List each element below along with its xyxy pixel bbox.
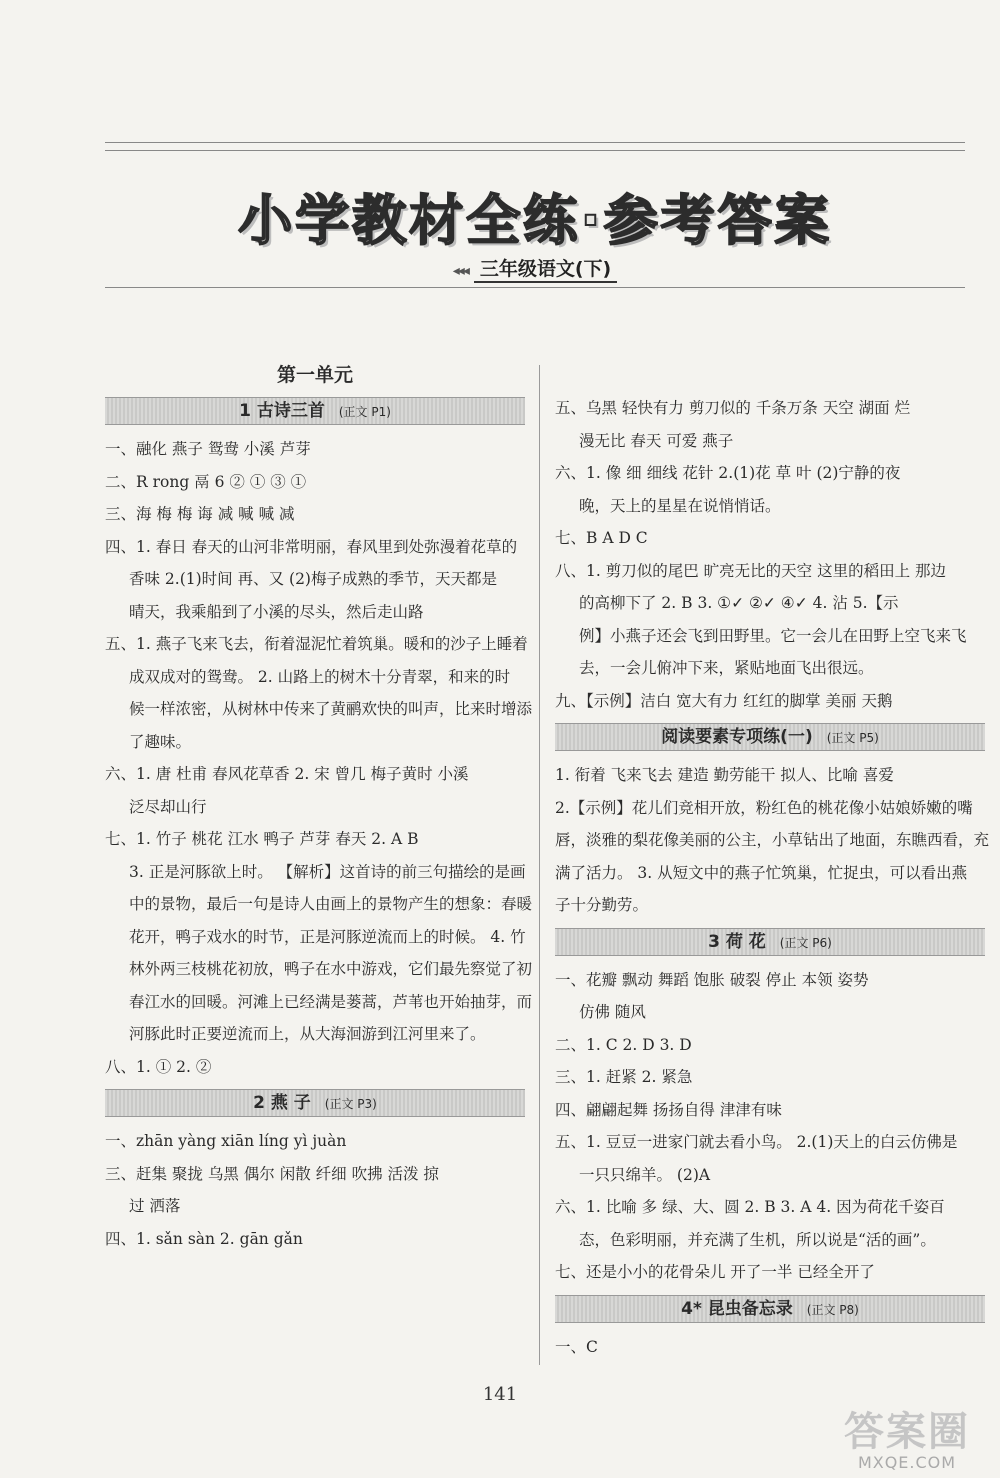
reading-header: [555, 723, 985, 751]
lesson-3-answers: [555, 964, 985, 1289]
banner-top-rule: [105, 142, 965, 143]
answer-line: 一只只绵羊。 (2)A: [579, 1165, 711, 1184]
lesson-title: 阅读要素专项练(一): [661, 727, 813, 747]
answer-line: 漫无比 春天 可爱 燕子: [579, 431, 734, 450]
lesson-2-answers-cont: [555, 392, 985, 717]
lesson-ref: (正文 P1): [338, 405, 391, 419]
answer-line: 1. 衔着 飞来飞去 建造 勤劳能干 拟人、比喻 喜爱: [555, 766, 894, 784]
answer-line: 的高柳下了 2. B 3. ①✓ ②✓ ④✓ 4. 沾 5.【示: [579, 594, 899, 612]
column-divider: [539, 365, 540, 1365]
answer-line: 八、1. 剪刀似的尾巴 旷亮无比的天空 这里的稻田上 那边: [555, 561, 946, 580]
watermark-domain: MXQE.COM: [857, 1453, 957, 1472]
lesson-ref: (正文 P8): [806, 1302, 859, 1317]
lesson-header-4: [555, 1295, 985, 1323]
answer-line: 中的景物，最后一句是诗人由画上的景物产生的想象：春暖: [129, 895, 533, 913]
answer-line: 四、1. sǎn sàn 2. gān gǎn: [105, 1229, 303, 1248]
lesson-header-2: [105, 1089, 525, 1117]
watermark-logo: [822, 1410, 992, 1472]
answer-line: 六、1. 比喻 多 绿、大、圆 2. B 3. A 4. 因为荷花千姿百: [555, 1198, 945, 1216]
lesson-1-answers: [105, 433, 533, 1083]
answer-line: 林外两三枝桃花初放，鸭子在水中游戏，它们最先察觉了初: [129, 960, 533, 978]
lesson-4-answers: [555, 1331, 985, 1364]
lesson-ref: (正文 P3): [324, 1097, 377, 1111]
lesson-2-answers: [105, 1125, 525, 1255]
answer-line: 仿佛 随风: [579, 1003, 646, 1021]
answer-line: 河豚此时正要逆流而上，从大海洄游到江河里来了。: [129, 1025, 486, 1043]
right-column: [555, 392, 990, 1363]
answer-line: 花开，鸭子戏水的时节，正是河豚逆流而上的时候。 4. 竹: [129, 927, 526, 946]
answer-line: 六、1. 唐 杜甫 春风花草香 2. 宋 曾几 梅子黄时 小溪: [105, 765, 469, 783]
page-subtitle: [105, 254, 965, 281]
answer-line: 一、C: [555, 1337, 598, 1356]
answer-line: 一、花瓣 飘动 舞蹈 饱胀 破裂 停止 本领 姿势: [555, 970, 869, 989]
answer-line: 四、1. 春日 春天的山河非常明丽，春风里到处弥漫着花草的: [105, 537, 518, 556]
lesson-title: 3 荷 花: [708, 931, 766, 952]
lesson-header-3: [555, 928, 985, 956]
answer-line: 晚，天上的星星在说悄悄话。: [579, 496, 781, 515]
answer-line: 九、【示例】洁白 宽大有力 红红的脚掌 美丽 天鹅: [555, 691, 893, 710]
answer-line: 四、翩翩起舞 扬扬自得 津津有味: [555, 1100, 782, 1119]
answer-line: 五、1. 燕子飞来飞去，衔着湿泥忙着筑巢。暖和的沙子上睡着: [105, 635, 528, 653]
lesson-title: 1 古诗三首: [239, 401, 325, 421]
answer-line: 去，一会儿俯冲下来，紧贴地面飞出很远。: [579, 659, 874, 677]
answer-line: 七、B A D C: [555, 529, 648, 547]
lesson-header-1: [105, 397, 525, 425]
answer-line: 成双成对的鸳鸯。 2. 山路上的树木十分青翠，和来的时: [129, 667, 511, 686]
answer-line: 一、融化 燕子 鸳鸯 小溪 芦芽: [105, 440, 311, 458]
answer-line: 态，色彩明丽，并充满了生机，所以说是“活的画”。: [579, 1230, 936, 1249]
lesson-ref: (正文 P5): [826, 731, 879, 745]
answer-line: 香味 2.(1)时间 再、又 (2)梅子成熟的季节，天天都是: [129, 570, 497, 588]
answer-line: 三、1. 赶紧 2. 紧急: [555, 1068, 693, 1086]
answer-line: 过 洒落: [129, 1197, 181, 1215]
answer-line: 五、乌黑 轻快有力 剪刀似的 千条万条 天空 湖面 烂: [555, 399, 911, 417]
lesson-ref: (正文 P6): [779, 935, 832, 950]
answer-line: 3. 正是河豚欲上时。 【解析】这首诗的前三句描绘的是画: [129, 862, 526, 881]
grade-subject: 三年级语文(下): [474, 258, 617, 283]
answer-line: 了趣味。: [129, 732, 192, 751]
answer-line: 2.【示例】花儿们竞相开放，粉红色的桃花像小姑娘娇嫩的嘴: [555, 798, 973, 817]
lesson-title: 4* 昆虫备忘录: [681, 1298, 793, 1319]
answer-line: 七、还是小小的花骨朵儿 开了一半 已经全开了: [555, 1263, 875, 1281]
answer-line: 春江水的回暖。河滩上已经满是蒌蒿，芦苇也开始抽芽，而: [129, 992, 533, 1011]
answer-line: 八、1. ① 2. ②: [105, 1057, 212, 1076]
header-banner: [105, 142, 965, 292]
answer-line: 三、海 梅 梅 诲 减 喊 喊 减: [105, 505, 295, 523]
answer-line: 例】小燕子还会飞到田野里。它一会儿在田野上空飞来飞: [579, 626, 967, 645]
answer-line: 满了活力。 3. 从短文中的燕子忙筑巢，忙捉虫，可以看出燕: [555, 863, 968, 882]
left-column: [105, 360, 533, 1255]
answer-line: 一、zhān yàng xiān líng yì juàn: [105, 1132, 347, 1150]
answer-line: 晴天，我乘船到了小溪的尽头，然后走山路: [129, 602, 424, 621]
answer-line: 二、R rong 鬲 6 ② ① ③ ①: [105, 472, 307, 491]
answer-line: 唇，淡雅的梨花像美丽的公主，小草钻出了地面，东瞧西看，充: [555, 831, 990, 849]
answer-line: 子十分勤劳。: [555, 896, 649, 914]
answer-line: 候一样浓密，从树林中传来了黄鹂欢快的叫声，比来时增添: [129, 700, 533, 718]
answer-line: 二、1. C 2. D 3. D: [555, 1035, 692, 1054]
page-title: 小学教材全练·参考答案: [238, 189, 832, 252]
answer-line: 泛尽却山行: [129, 797, 207, 816]
unit-title: 第一单元: [276, 364, 353, 386]
page-number: 141: [482, 1384, 518, 1405]
answer-line: 五、1. 豆豆一进家门就去看小鸟。 2.(1)天上的白云仿佛是: [555, 1133, 958, 1151]
watermark-text: 答案圈: [844, 1409, 970, 1455]
reading-answers: [555, 759, 990, 922]
banner-bottom-rule: [105, 287, 965, 288]
lesson-title: 2 燕 子: [253, 1093, 311, 1113]
answer-line: 三、赶集 聚拢 乌黑 偶尔 闲散 纤细 吹拂 活泼 掠: [105, 1164, 439, 1183]
arrow-left-icon: ◂◂◂: [452, 263, 468, 279]
answer-line: 七、1. 竹子 桃花 江水 鸭子 芦芽 春天 2. A B: [105, 830, 419, 848]
banner-top-rule-2: [105, 150, 965, 151]
answer-line: 六、1. 像 细 细线 花针 2.(1)花 草 叶 (2)宁静的夜: [555, 464, 901, 482]
